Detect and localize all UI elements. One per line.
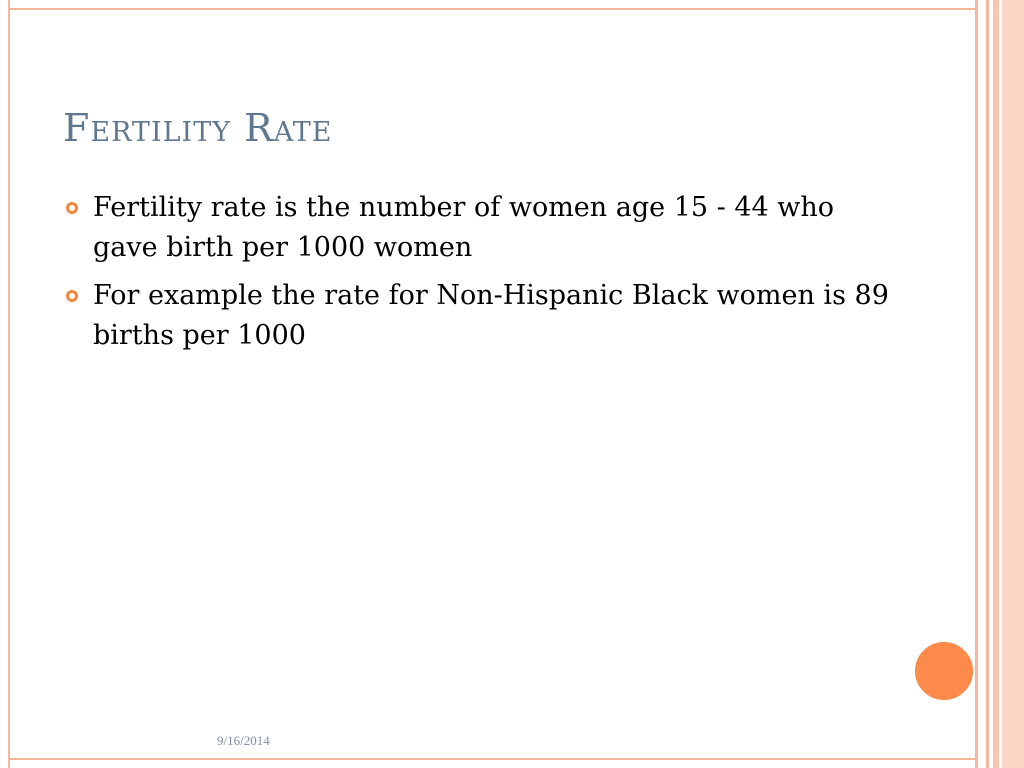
right-stripe-wide [1002,0,1024,768]
right-stripe-gap [978,0,986,768]
frame-bottom-border [8,758,977,760]
hollow-circle-bullet-icon [66,290,78,302]
orange-circle-decoration [913,640,975,702]
bullet-item [66,276,896,356]
frame-left-border [8,0,10,768]
hollow-circle-bullet-icon [66,202,78,214]
bullet-text: Fertility rate is the number of women age 15 - 44 who gave birth per 1000 women [93,192,835,263]
slide-date: 9/16/2014 [217,733,270,748]
bullet-list [66,188,896,364]
frame-top-border [8,8,977,10]
slide-title: Fertility Rate [63,106,333,150]
bullet-item [66,188,896,268]
bullet-text: For example the rate for Non-Hispanic Black women is 89 births per 1000 [93,280,889,351]
